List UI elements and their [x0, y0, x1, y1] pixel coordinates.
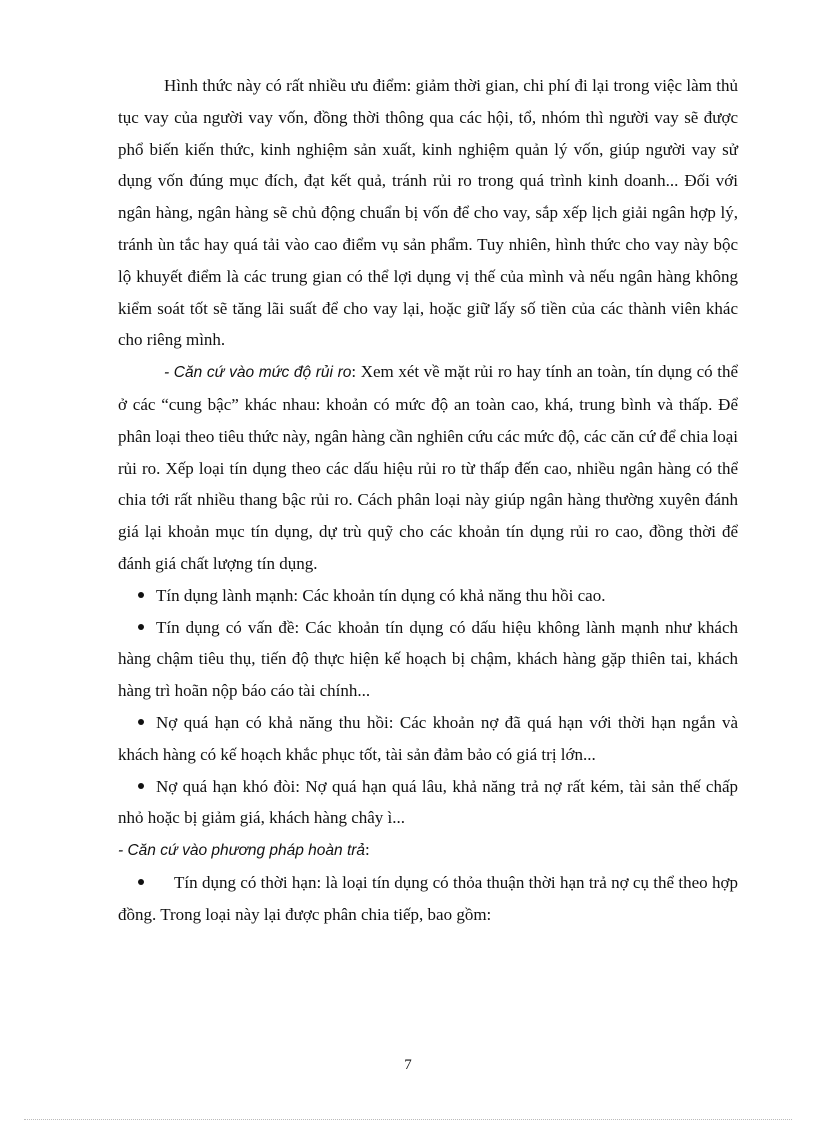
paragraph-risk-level	[118, 356, 738, 580]
bullet-icon	[138, 879, 144, 885]
list-item: Nợ quá hạn khó đòi: Nợ quá hạn quá lâu, khả năng trả nợ rất kém, tài sản thế chấp nhỏ hoặc bị giảm giá, khách hàng chây ì...	[118, 776, 738, 828]
page-divider	[24, 1119, 792, 1120]
repayment-heading: - Căn cứ vào phương pháp hoàn trả	[118, 842, 366, 860]
body-text	[118, 70, 738, 931]
bullet-icon	[138, 624, 144, 630]
bullet-icon	[138, 783, 144, 789]
page-number: 7	[404, 1057, 412, 1073]
paragraph-repayment-heading: - Căn cứ vào phương pháp hoàn trả:	[118, 840, 370, 860]
risk-level-heading: - Căn cứ vào mức độ rủi ro	[164, 364, 352, 382]
bullet-icon	[138, 719, 144, 725]
list-item: Tín dụng có thời hạn: là loại tín dụng có thỏa thuận thời hạn trả nợ cụ thể theo hợp đồng. Trong loại này lại được phân chia tiếp, bao gồm:	[118, 872, 738, 924]
list-item: Nợ quá hạn có khả năng thu hồi: Các khoản nợ đã quá hạn với thời hạn ngắn và khách hàng có kế hoạch khắc phục tốt, tài sản đảm bảo có giá trị lớn...	[118, 712, 738, 764]
list-item: Tín dụng lành mạnh: Các khoản tín dụng có khả năng thu hồi cao.	[118, 580, 738, 612]
risk-level-body: : Xem xét về mặt rủi ro hay tính an toàn, tín dụng có thể ở các “cung bậc” khác nhau: khoản có mức độ an toàn cao, khá, trung bình và thấp. Để phân loại theo tiêu thức này, ngân hàng cần nghiên cứu các mức độ, các căn cứ để chia loại rủi ro. Xếp loại tín dụng theo các dấu hiệu rủi ro từ thấp đến cao, nhiều ngân hàng có thể chia tới rất nhiều thang bậc rủi ro. Cách phân loại này giúp ngân hàng thường xuyên đánh giá lại khoản mục tín dụng, dự trù quỹ cho các khoản tín dụng rủi ro cao, đồng thời để đánh giá chất lượng tín dụng.	[118, 362, 739, 573]
list-item: Tín dụng có vấn đề: Các khoản tín dụng có dấu hiệu không lành mạnh như khách hàng chậm tiêu thụ, tiến độ thực hiện kế hoạch bị chậm, khách hàng gặp thiên tai, khách hàng trì hoãn nộp báo cáo tài chính...	[118, 617, 738, 701]
paragraph-intro: Hình thức này có rất nhiều ưu điểm: giảm thời gian, chi phí đi lại trong việc làm thủ tục vay của người vay vốn, đồng thời thông qua các hội, tổ, nhóm thì người vay sẽ được phổ biến kiến thức, kinh nghiệm sản xuất, kinh nghiệm quản lý vốn, giúp người vay sử dụng vốn đúng mục đích, đạt kết quả, tránh rủi ro trong quá trình kinh doanh... Đối với ngân hàng, ngân hàng sẽ chủ động chuẩn bị vốn để cho vay, sắp xếp lịch giải ngân hợp lý, tránh ùn tắc hay quá tải vào cao điểm vụ sản phẩm. Tuy nhiên, hình thức cho vay này bộc lộ khuyết điểm là các trung gian có thể lợi dụng vị thế của mình và nếu ngân hàng không kiểm soát tốt sẽ tăng lãi suất để cho vay lại, hoặc giữ lấy số tiền của các thành viên khác cho riêng mình.	[118, 76, 738, 350]
bullet-icon	[138, 592, 144, 598]
